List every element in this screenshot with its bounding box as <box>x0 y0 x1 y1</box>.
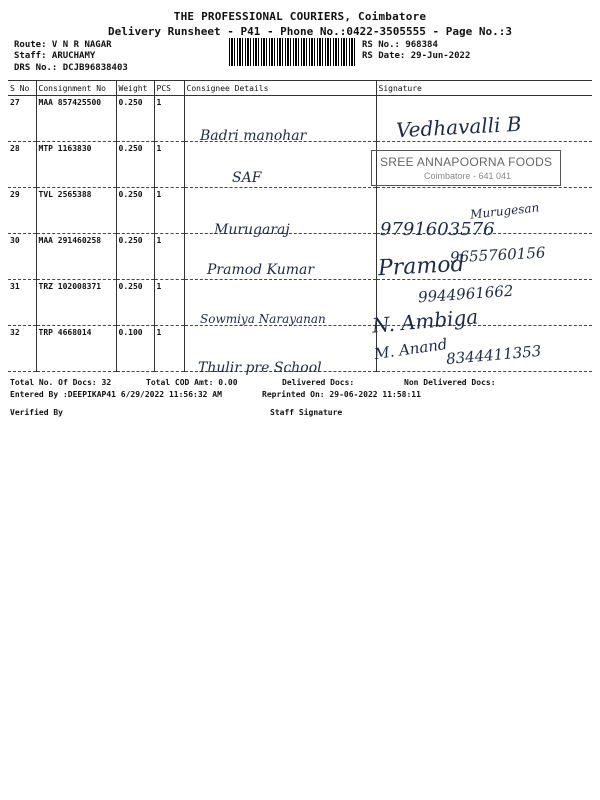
weight-cell: 0.250 <box>116 96 154 142</box>
total-docs: Total No. Of Docs: 32 <box>10 378 112 387</box>
handwritten-consignee: Thulir pre School <box>198 360 322 376</box>
company-title: THE PROFESSIONAL COURIERS, Coimbatore <box>173 10 427 23</box>
consignment-cell: MAA 291460258 <box>36 234 116 280</box>
total-cod: Total COD Amt: 0.00 <box>146 378 238 387</box>
table-header-row <box>8 81 592 96</box>
sno-cell: 28 <box>8 142 36 188</box>
sno-cell: 27 <box>8 96 36 142</box>
handwritten-consignee: SAF <box>232 170 262 186</box>
pcs-cell: 1 <box>154 280 184 326</box>
pcs-cell: 1 <box>154 96 184 142</box>
handwritten-consignee: Murugaraj <box>214 222 290 238</box>
weight-cell: 0.100 <box>116 326 154 372</box>
column-header: S No <box>8 81 36 96</box>
column-header: PCS <box>154 81 184 96</box>
stamp-line: Coimbatore - 641 041 <box>424 171 512 181</box>
weight-cell: 0.250 <box>116 280 154 326</box>
handwritten-consignee: Badri manohar <box>200 128 307 144</box>
staff-signature-label: Staff Signature <box>270 408 343 417</box>
column-header: Consignment No <box>36 81 116 96</box>
stamp-line: SREE ANNAPOORNA FOODS <box>380 155 553 169</box>
pcs-cell: 1 <box>154 142 184 188</box>
handwritten-signature: Pramod <box>377 251 466 282</box>
handwritten-signature: N. Ambiga <box>371 304 480 338</box>
company-stamp <box>371 150 561 186</box>
barcode-image <box>229 38 357 66</box>
handwritten-signature: 8344411353 <box>445 341 543 369</box>
weight-cell: 0.250 <box>116 142 154 188</box>
handwritten-signature: Vedhavalli B <box>395 111 523 143</box>
weight-cell: 0.250 <box>116 188 154 234</box>
column-header: Signature <box>376 81 592 96</box>
runsheet-title: Delivery Runsheet - P41 - Phone No.:0422-3505555 - Page No.:3 <box>108 25 512 38</box>
handwritten-signature: M. Anand <box>373 334 449 364</box>
drs-number: DRS No.: DCJB96838403 <box>14 63 128 73</box>
route-label: Route: V N R NAGAR <box>14 40 112 50</box>
handwritten-signature: Murugesan <box>469 200 540 222</box>
staff-label: Staff: ARUCHAMY <box>14 51 96 61</box>
column-header: Consignee Details <box>184 81 376 96</box>
sno-cell: 31 <box>8 280 36 326</box>
entered-by: Entered By :DEEPIKAP41 6/29/2022 11:56:32 AM <box>10 390 222 399</box>
handwritten-signature: 9791603576 <box>380 219 495 240</box>
sno-cell: 30 <box>8 234 36 280</box>
rs-number: RS No.: 968384 <box>362 40 438 50</box>
pcs-cell: 1 <box>154 188 184 234</box>
consignment-cell: TRP 4668014 <box>36 326 116 372</box>
weight-cell: 0.250 <box>116 234 154 280</box>
non-delivered-docs: Non Delivered Docs: <box>404 378 496 387</box>
column-header: Weight <box>116 81 154 96</box>
pcs-cell: 1 <box>154 326 184 372</box>
handwritten-consignee: Pramod Kumar <box>207 262 315 278</box>
consignment-cell: MTP 1163830 <box>36 142 116 188</box>
verified-by-label: Verified By <box>10 408 63 417</box>
pcs-cell: 1 <box>154 234 184 280</box>
handwritten-signature: 9944961662 <box>417 281 514 307</box>
consignee-cell <box>184 142 376 188</box>
rs-date: RS Date: 29-Jun-2022 <box>362 51 471 61</box>
delivered-docs: Delivered Docs: <box>282 378 355 387</box>
sno-cell: 29 <box>8 188 36 234</box>
reprinted-on: Reprinted On: 29-06-2022 11:58:11 <box>262 390 421 399</box>
sno-cell: 32 <box>8 326 36 372</box>
consignment-cell: TRZ 102008371 <box>36 280 116 326</box>
consignment-cell: TVL 2565388 <box>36 188 116 234</box>
handwritten-signature: 9655760156 <box>449 243 546 267</box>
consignment-cell: MAA 857425500 <box>36 96 116 142</box>
handwritten-consignee: Sowmiya Narayanan <box>200 312 326 326</box>
